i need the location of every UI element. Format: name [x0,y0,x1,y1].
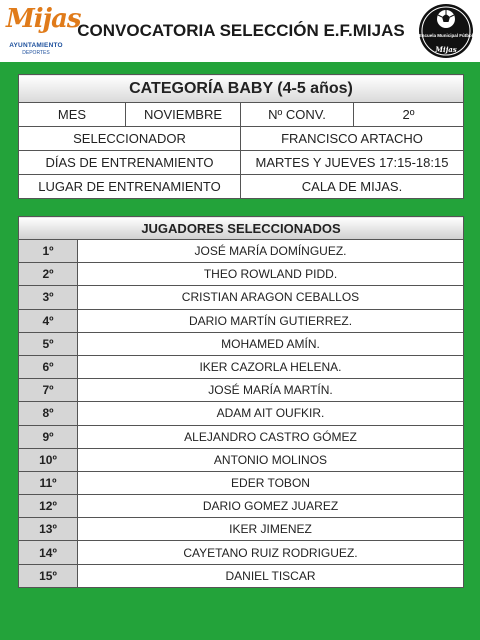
table-row [19,355,464,378]
player-name: CAYETANO RUIZ RODRIGUEZ. [78,541,464,564]
player-name: THEO ROWLAND PIDD. [78,263,464,286]
seal-text: Escuela Municipal Fútbol [418,33,473,38]
mijas-logo [4,4,81,58]
player-name: JOSÉ MARÍA MARTÍN. [78,379,464,402]
player-number: 15º [19,564,78,587]
player-name: DANIEL TISCAR [78,564,464,587]
logo-subtitle-deportes: DEPORTES [22,50,50,56]
player-number: 12º [19,495,78,518]
table-row [19,471,464,494]
player-name: IKER CAZORLA HELENA. [78,355,464,378]
player-name: JOSÉ MARÍA DOMÍNGUEZ. [78,240,464,263]
table-row [19,332,464,355]
player-number: 13º [19,518,78,541]
player-name: ANTONIO MOLINOS [78,448,464,471]
training-place-label: LUGAR DE ENTRENAMIENTO [19,175,241,199]
table-row [19,425,464,448]
player-number: 7º [19,379,78,402]
convocation-label: Nº CONV. [241,103,354,127]
category-info-table [18,74,464,199]
training-days-value: MARTES Y JUEVES 17:15-18:15 [241,151,464,175]
player-name: DARIO GOMEZ JUAREZ [78,495,464,518]
player-number: 1º [19,240,78,263]
table-row [19,448,464,471]
coach-value: FRANCISCO ARTACHO [241,127,464,151]
player-number: 11º [19,471,78,494]
table-row [19,518,464,541]
convocation-value: 2º [354,103,464,127]
player-name: CRISTIAN ARAGON CEBALLOS [78,286,464,309]
players-table-header: JUGADORES SELECCIONADOS [19,217,464,240]
table-row [19,564,464,587]
table-row [19,495,464,518]
player-name: EDER TOBON [78,471,464,494]
selected-players-table [18,216,464,588]
player-name: ADAM AIT OUFKIR. [78,402,464,425]
player-number: 10º [19,448,78,471]
football-school-seal [418,3,474,59]
player-name: ALEJANDRO CASTRO GÓMEZ [78,425,464,448]
player-name: IKER JIMENEZ [78,518,464,541]
player-number: 9º [19,425,78,448]
player-number: 4º [19,309,78,332]
page-title: CONVOCATORIA SELECCIÓN E.F.MIJAS [77,21,405,40]
logo-wordmark: Mijas [6,4,81,34]
coach-label: SELECCIONADOR [19,127,241,151]
table-row [19,263,464,286]
header-banner [0,0,480,62]
table-row [19,379,464,402]
seal-text-mijas: Mijas [435,45,457,54]
table-row [19,541,464,564]
player-name: DARIO MARTÍN GUTIERREZ. [78,309,464,332]
month-label: MES [19,103,126,127]
player-name: MOHAMED AMÍN. [78,332,464,355]
training-days-label: DÍAS DE ENTRENAMIENTO [19,151,241,175]
player-number: 8º [19,402,78,425]
player-number: 5º [19,332,78,355]
table-row [19,309,464,332]
category-title: CATEGORÍA BABY (4-5 años) [19,75,464,103]
player-number: 3º [19,286,78,309]
table-row [19,402,464,425]
training-place-value: CALA DE MIJAS. [241,175,464,199]
player-number: 14º [19,541,78,564]
player-number: 2º [19,263,78,286]
table-row [19,240,464,263]
logo-subtitle: AYUNTAMIENTO [9,42,63,49]
month-value: NOVIEMBRE [126,103,241,127]
table-row [19,286,464,309]
player-number: 6º [19,355,78,378]
